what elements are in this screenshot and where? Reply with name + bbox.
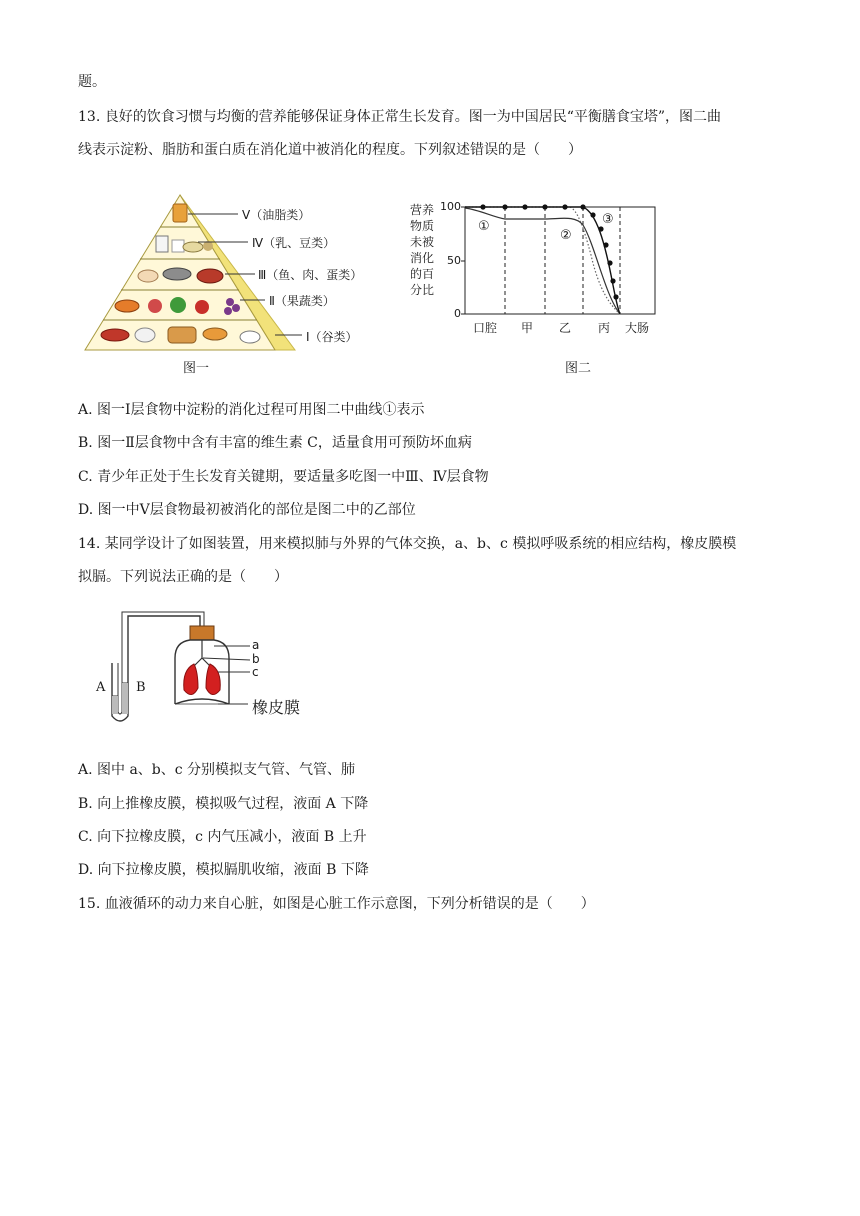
label-c: c <box>252 665 259 679</box>
curve-label-2: ② <box>560 228 572 243</box>
fig2-ylabel-4: 消化 <box>410 251 435 265</box>
pyramid-level-3-label: Ⅲ（鱼、肉、蛋类） <box>258 268 363 282</box>
fig2-caption: 图二 <box>565 361 592 376</box>
curve-label-1: ① <box>478 219 490 234</box>
food-pyramid-figure <box>80 190 380 355</box>
fig2-ylabel-1: 营养 <box>410 203 435 217</box>
fig2-ylabel-6: 分比 <box>410 283 435 297</box>
q13-stem-line1: 13. 良好的饮食习惯与均衡的营养能够保证身体正常生长发育。图一为中国居民“平衡膳食宝塔”，图二曲 <box>78 109 722 125</box>
region-large-intestine: 大肠 <box>625 321 650 335</box>
label-b: b <box>252 652 260 666</box>
q14-option-a: A. 图中 a、b、c 分别模拟支气管、气管、肺 <box>78 762 356 778</box>
q14-stem-line2: 拟膈。下列说法正确的是（ ） <box>78 569 288 585</box>
digestion-curve-figure <box>405 195 665 340</box>
curve-label-3: ③ <box>602 212 614 227</box>
tube-label-a: A <box>96 680 106 695</box>
pyramid-level-1-label: Ⅰ（谷类） <box>306 330 358 344</box>
region-bing: 丙 <box>598 321 611 335</box>
q14-stem-line1: 14. 某同学设计了如图装置，用来模拟肺与外界的气体交换，a、b、c 模拟呼吸系统的相应结构，橡皮膜模 <box>78 536 737 552</box>
q13-option-b: B. 图一Ⅱ层食物中含有丰富的维生素 C，适量食用可预防坏血病 <box>78 435 472 451</box>
intro-tail: 题。 <box>78 74 106 90</box>
q14-option-b: B. 向上推橡皮膜，模拟吸气过程，液面 A 下降 <box>78 796 369 812</box>
pyramid-level-2-label: Ⅱ（果蔬类） <box>269 294 335 308</box>
pyramid-level-5-label: Ⅴ（油脂类） <box>242 208 311 222</box>
region-yi: 乙 <box>559 321 572 335</box>
q13-option-a: A. 图一Ⅰ层食物中淀粉的消化过程可用图二中曲线①表示 <box>78 402 425 418</box>
fig2-ylabel-5: 的百 <box>410 267 435 281</box>
q13-option-d: D. 图一中Ⅴ层食物最初被消化的部位是图二中的乙部位 <box>78 502 416 518</box>
pyramid-level-4-label: Ⅳ（乳、豆类） <box>252 236 336 250</box>
q13-option-c: C. 青少年正处于生长发育关键期，要适量多吃图一中Ⅲ、Ⅳ层食物 <box>78 469 489 485</box>
fig2-ytick-50: 50 <box>447 254 461 267</box>
membrane-label: 橡皮膜 <box>252 698 301 717</box>
q14-option-c: C. 向下拉橡皮膜，c 内气压减小，液面 B 上升 <box>78 829 367 845</box>
fig2-ytick-100: 100 <box>440 200 461 213</box>
label-a: a <box>252 638 260 652</box>
fig2-ytick-0: 0 <box>454 307 461 320</box>
fig1-caption: 图一 <box>183 361 210 376</box>
lung-model-figure <box>90 608 320 728</box>
tube-label-b: B <box>136 680 146 695</box>
region-jia: 甲 <box>521 321 534 335</box>
region-mouth: 口腔 <box>473 321 498 335</box>
q14-option-d: D. 向下拉橡皮膜，模拟膈肌收缩，液面 B 下降 <box>78 862 369 878</box>
fig2-ylabel-2: 物质 <box>410 219 435 233</box>
fig2-ylabel-3: 未被 <box>410 235 435 249</box>
q13-stem-line2: 线表示淀粉、脂肪和蛋白质在消化道中被消化的程度。下列叙述错误的是（ ） <box>78 142 582 158</box>
q15-stem-line1: 15. 血液循环的动力来自心脏，如图是心脏工作示意图，下列分析错误的是（ ） <box>78 896 595 912</box>
